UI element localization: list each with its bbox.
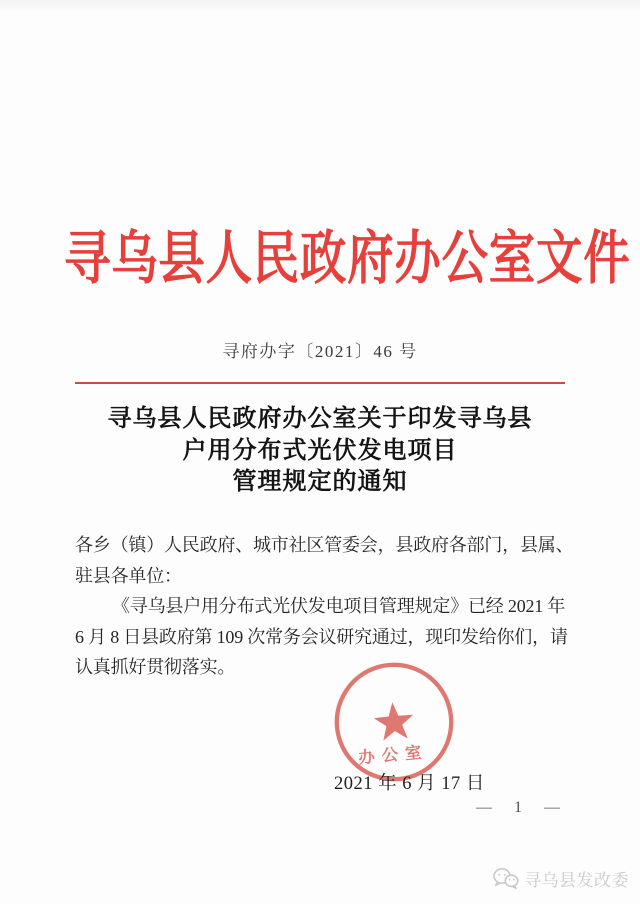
red-divider-line bbox=[75, 382, 565, 384]
document-title bbox=[0, 404, 640, 499]
title-line-3: 管理规定的通知 bbox=[232, 469, 408, 495]
seal-bottom-text: 办公室 bbox=[357, 742, 430, 768]
watermark-text: 寻乌县发改委 bbox=[524, 871, 629, 890]
watermark bbox=[492, 866, 629, 891]
body-line-3: 《寻乌县户用分布式光伏发电项目管理规定》已经 2021 年 bbox=[112, 596, 566, 616]
title-line-2: 户用分布式光伏发电项目 bbox=[182, 437, 458, 464]
wechat-icon bbox=[492, 867, 519, 890]
body-line-5: 认真抓好贯彻落实。 bbox=[75, 657, 236, 677]
body-line-2: 驻县各单位： bbox=[75, 565, 182, 586]
document-date: 2021 年 6 月 17 日 bbox=[334, 774, 485, 794]
title-line-1: 寻乌县人民政府办公室关于印发寻乌县 bbox=[107, 406, 533, 432]
document-number: 寻府办字〔2021〕46 号 bbox=[222, 342, 418, 361]
page-number: — 1 — bbox=[476, 799, 569, 816]
seal-star-icon bbox=[373, 700, 416, 741]
body-line-1: 各乡（镇）人民政府、城市社区管委会，县政府各部门，县属、 bbox=[75, 535, 574, 555]
body-line-4: 6 月 8 日县政府第 109 次常务会议研究通过，现印发给你们，请 bbox=[75, 626, 568, 647]
document-body bbox=[75, 530, 574, 683]
red-header-title: 寻乌县人民政府办公室文件 bbox=[64, 226, 631, 291]
scan-edge-shading bbox=[0, 0, 640, 12]
